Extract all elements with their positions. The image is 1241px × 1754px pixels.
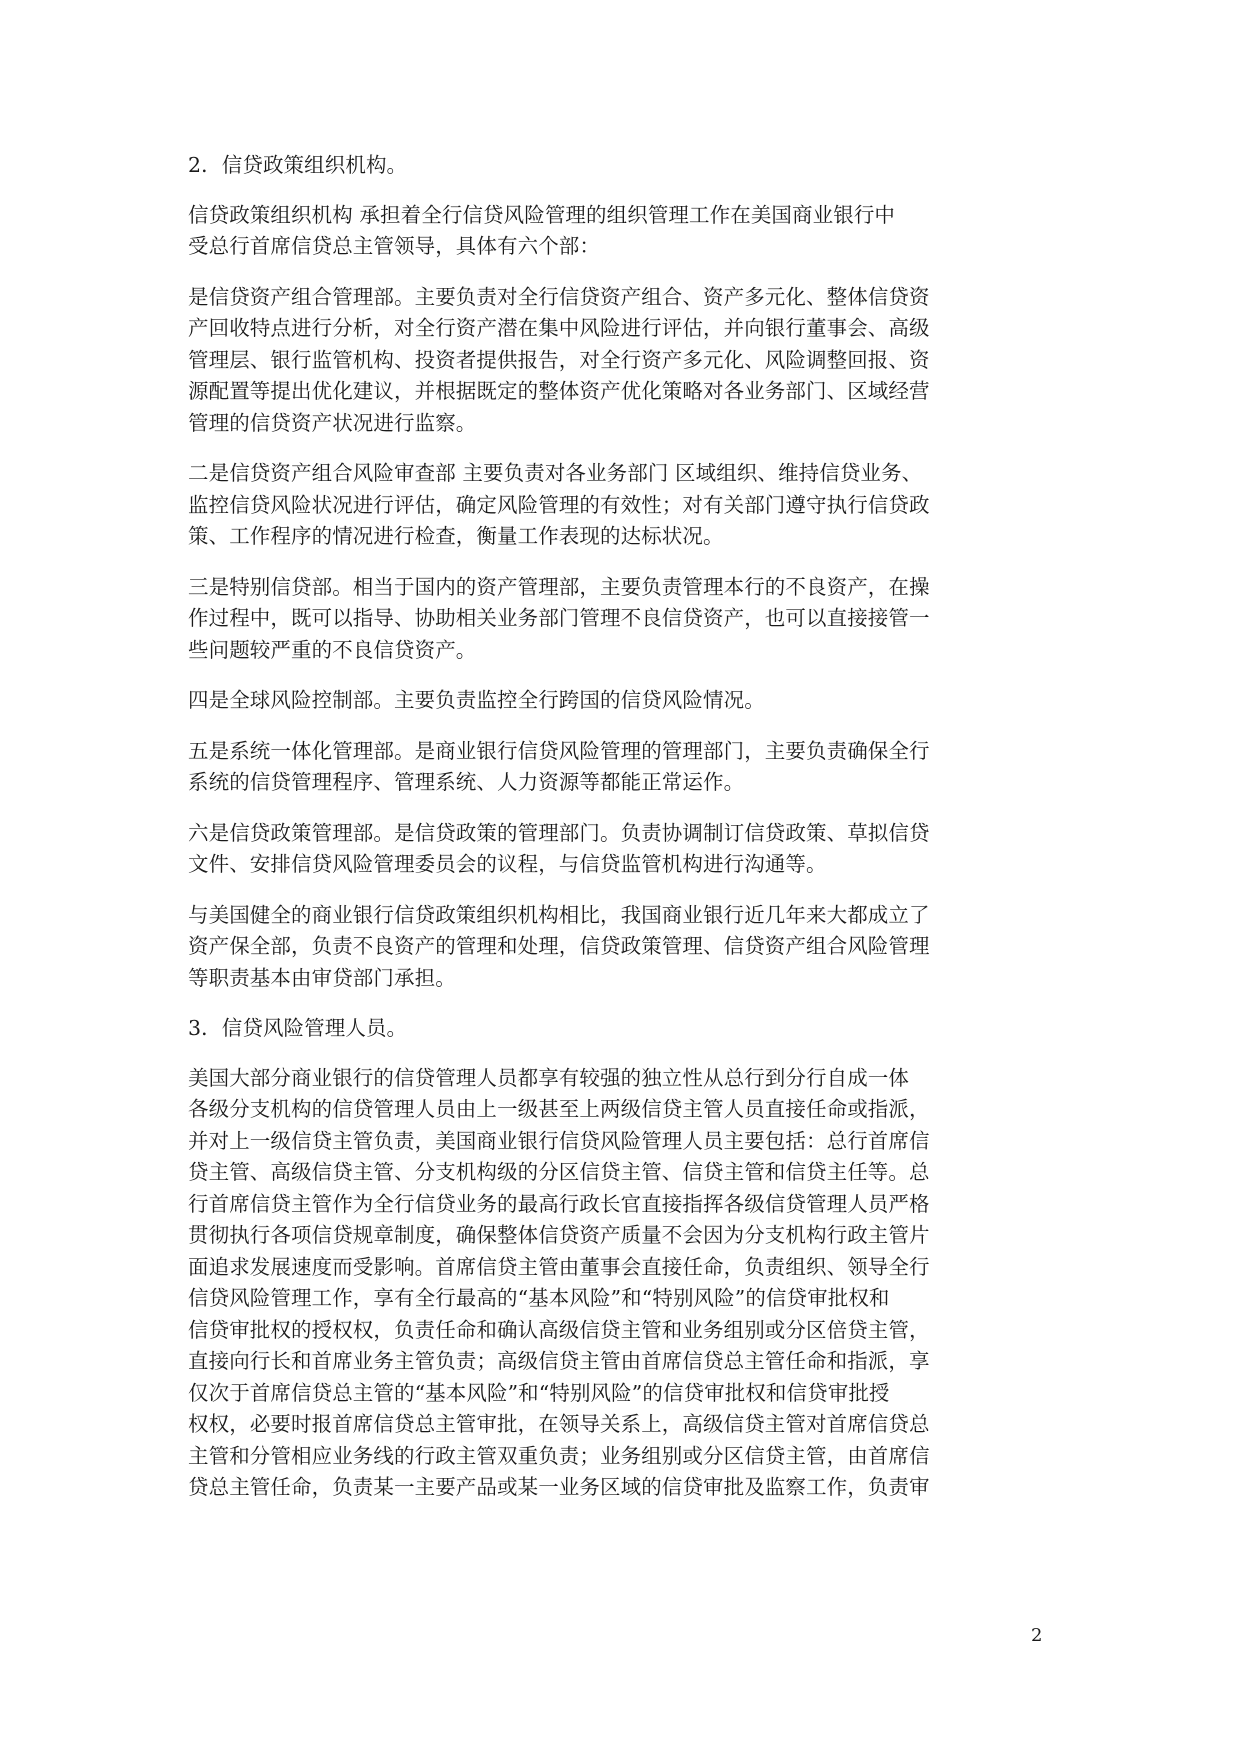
text-line: 五是系统一体化管理部。是商业银行信贷风险管理的管理部门，主要负责确保全行 <box>188 738 930 763</box>
text-line: 贷主管、高级信贷主管、分支机构级的分区信贷主管、信贷主管和信贷主任等。总 <box>188 1160 930 1184</box>
section-heading-2: 2．信贷政策组织机构。 <box>188 153 408 177</box>
paragraph-dept-2 <box>188 458 1086 553</box>
text-line: 贯彻执行各项信贷规章制度，确保整体信贷资产质量不会因为分支机构行政主管片 <box>188 1223 930 1247</box>
text-line: 直接向行长和首席业务主管负责；高级信贷主管由首席信贷总主管任命和指派，享 <box>188 1349 930 1373</box>
paragraph-personnel <box>188 1063 1086 1504</box>
text-line: 管理的信贷资产状况进行监察。 <box>188 410 477 435</box>
text-line: 作过程中，既可以指导、协助相关业务部门管理不良信贷资产，也可以直接接管一 <box>188 606 930 630</box>
text-line: 四是全球风险控制部。主要负责监控全行跨国的信贷风险情况。 <box>188 688 765 712</box>
text-line: 各级分支机构的信贷管理人员由上一级甚至上两级信贷主管人员直接任命或指派， <box>188 1097 930 1121</box>
text-line: 受总行首席信贷总主管领导，具体有六个部： <box>188 234 600 258</box>
text-line: 系统的信贷管理程序、管理系统、人力资源等都能正常运作。 <box>188 770 745 794</box>
text-line: 并对上一级信贷主管负责，美国商业银行信贷风险管理人员主要包括：总行首席信 <box>188 1128 930 1153</box>
text-line: 管理层、银行监管机构、投资者提供报告，对全行资产多元化、风险调整回报、资 <box>188 347 930 372</box>
text-line: 源配置等提出优化建议，并根据既定的整体资产优化策略对各业务部门、区域经营 <box>188 379 930 403</box>
text-line: 产回收特点进行分析，对全行资产潜在集中风险进行评估，并向银行董事会、高级 <box>188 316 930 340</box>
document-body <box>188 150 1086 1523</box>
paragraph-dept-4 <box>188 685 1086 717</box>
text-line: 等职责基本由审贷部门承担。 <box>188 965 456 990</box>
text-line: 信贷风险管理工作，享有全行最高的“基本风险”和“特别风险”的信贷审批权和 <box>188 1286 890 1310</box>
paragraph-dept-1 <box>188 282 1086 440</box>
text-line: 信贷政策组织机构 承担着全行信贷风险管理的组织管理工作在美国商业银行中 <box>188 202 896 227</box>
text-line: 二是信贷资产组合风险审查部 主要负责对各业务部门 区域组织、维持信贷业务、 <box>188 461 923 485</box>
text-line: 文件、安排信贷风险管理委员会的议程，与信贷监管机构进行沟通等。 <box>188 852 827 876</box>
paragraph-dept-6 <box>188 818 1086 881</box>
text-line: 三是特别信贷部。相当于国内的资产管理部，主要负责管理本行的不良资产，在操 <box>188 574 930 599</box>
text-line: 仅次于首席信贷总主管的“基本风险”和“特别风险”的信贷审批权和信贷审批授 <box>188 1380 890 1405</box>
paragraph-intro <box>188 200 1086 263</box>
text-line: 是信贷资产组合管理部。主要负责对全行信贷资产组合、资产多元化、整体信贷资 <box>188 284 930 309</box>
text-line: 六是信贷政策管理部。是信贷政策的管理部门。负责协调制订信贷政策、草拟信贷 <box>188 820 930 845</box>
text-line: 权权，必要时报首席信贷总主管审批，在领导关系上，高级信贷主管对首席信贷总 <box>188 1412 930 1436</box>
text-line: 策、工作程序的情况进行检查，衡量工作表现的达标状况。 <box>188 524 724 548</box>
paragraph-comparison <box>188 900 1086 995</box>
text-line: 些问题较严重的不良信贷资产。 <box>188 637 477 662</box>
text-line: 面追求发展速度而受影响。首席信贷主管由董事会直接任命，负责组织、领导全行 <box>188 1254 930 1279</box>
text-line: 贷总主管任命，负责某一主要产品或某一业务区域的信贷审批及监察工作，负责审 <box>188 1475 930 1499</box>
paragraph-dept-5 <box>188 736 1086 799</box>
text-line: 主管和分管相应业务线的行政主管双重负责；业务组别或分区信贷主管，由首席信 <box>188 1443 930 1468</box>
section-heading-3: 3．信贷风险管理人员。 <box>188 1016 408 1040</box>
text-line: 信贷审批权的授权权，负责任命和确认高级信贷主管和业务组别或分区倍贷主管， <box>188 1317 930 1342</box>
text-line: 资产保全部，负责不良资产的管理和处理，信贷政策管理、信贷资产组合风险管理 <box>188 934 930 958</box>
text-line: 与美国健全的商业银行信贷政策组织机构相比，我国商业银行近几年来大都成立了 <box>188 902 930 927</box>
paragraph-dept-3 <box>188 572 1086 667</box>
text-line: 美国大部分商业银行的信贷管理人员都享有较强的独立性从总行到分行自成一体 <box>188 1065 909 1090</box>
text-line: 行首席信贷主管作为全行信贷业务的最高行政长官直接指挥各级信贷管理人员严格 <box>188 1191 930 1216</box>
text-line: 监控信贷风险状况进行评估，确定风险管理的有效性；对有关部门遵守执行信贷政 <box>188 492 930 517</box>
page-number: 2 <box>1031 1625 1043 1646</box>
